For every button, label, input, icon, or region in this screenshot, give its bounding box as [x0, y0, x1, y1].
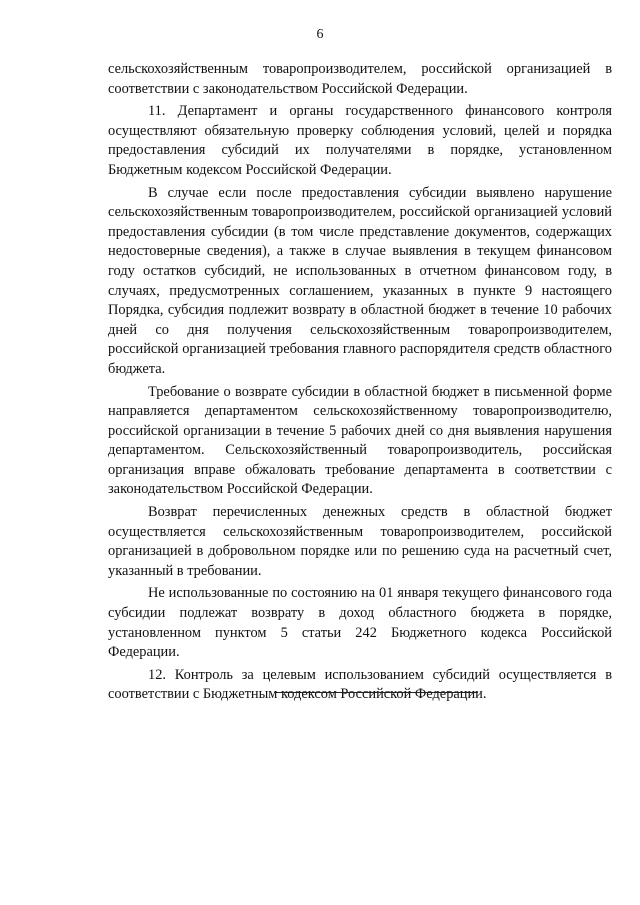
paragraph-written-demand: Требование о возврате субсидии в областной бюджет в письменной форме направляется департаментом сельскохозяйственному товаропроизводителю, российской организации в течение 5 рабочих дней со дня выявления нарушения департаментом. Сельскохозяйственный товаропроизводитель, российская организация вправе обжаловать требование департамента в соответствии с законодательством Российской Федерации. — [108, 383, 612, 498]
paragraph-unused-subsidies: Не использованные по состоянию на 01 января текущего финансового года субсидии подлежат возврату в доход областного бюджета в порядке, установленном пунктом 5 статьи 242 Бюджетного кодекса Российской Федерации. — [108, 585, 612, 661]
page-number: 6 — [316, 27, 324, 42]
paragraph-item-12: 12. Контроль за целевым использованием субсидий осуществляется в соответствии с Бюджетным кодексом Российской Федерации. — [108, 666, 612, 703]
paragraph-continuation: сельскохозяйственным товаропроизводителем, российской организацией в соответствии с законодательством Российской Федерации. — [108, 61, 612, 97]
end-separator-line — [274, 692, 478, 693]
paragraph-item-11: 11. Департамент и органы государственного финансового контроля осуществляют обязательную проверку соблюдения условий, целей и порядка предоставления субсидий их получателями в порядке, установленном Бюджетным кодексом Российской Федерации. — [108, 103, 612, 178]
paragraph-refund-procedure: Возврат перечисленных денежных средств в областной бюджет осуществляется сельскохозяйственным товаропроизводителем, российской организацией в добровольном порядке или по решению суда на расчетный счет, указанный в требовании. — [108, 504, 612, 579]
paragraph-violation-return: В случае если после предоставления субсидии выявлено нарушение сельскохозяйственным товаропроизводителем, российской организацией условий предоставления субсидии (в том числе представление документов, содержащих недостоверные сведения), а также в случае выявления в текущем финансовом году остатков субсидий, не использованных в отчетном финансовом году, в случаях, предусмотренных соглашением, указанных в пункте 9 настоящего Порядка, субсидия подлежит возврату в областной бюджет в течение 10 рабочих дней со дня получения сельскохозяйственным товаропроизводителем, российской организацией требования главного распорядителя средств областного бюджета. — [108, 184, 612, 377]
document-body — [108, 60, 612, 708]
